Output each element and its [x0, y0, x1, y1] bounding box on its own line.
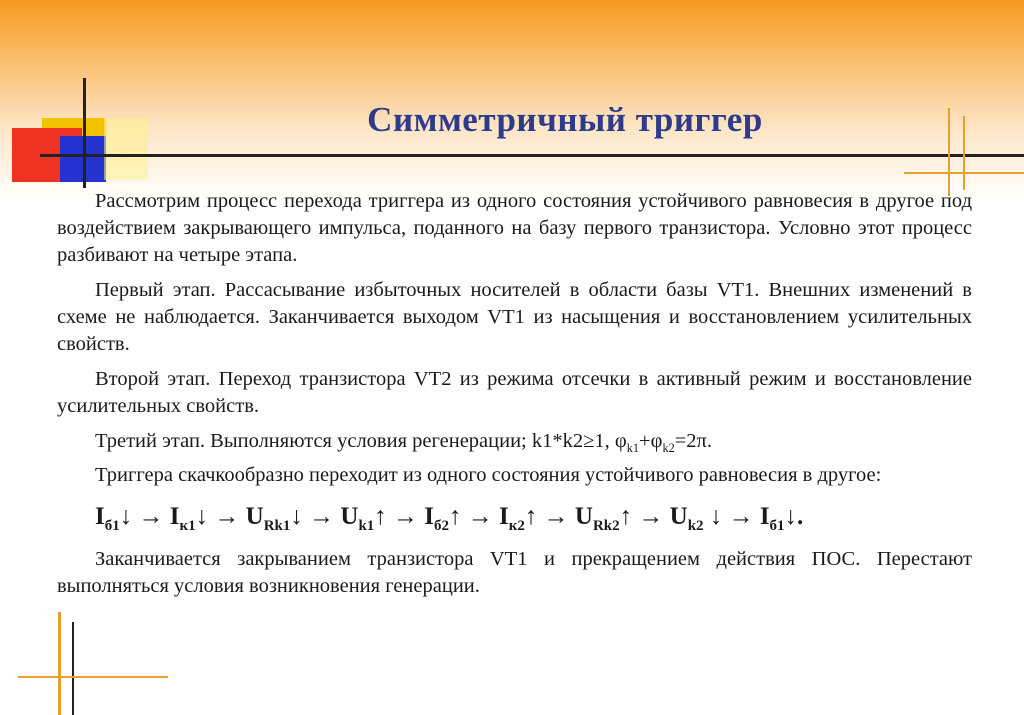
- deco-horizontal-line-bottom: [18, 676, 168, 678]
- paragraph-end: Заканчивается закрыванием транзистора VT1 и прекращением действия ПОС. Перестают выполняться условия возникновения генерации.: [57, 548, 972, 598]
- transition-formula: $I_{б1}↓$ → $I_{к1}↓$ → $U_{Rk1}↓$ → $U_{k1}↑$ → $I_{б2}↑$ → $I_{к2}↑$ → $U_{Rk2}↑ \to U_{k2}$ ↓ → $I_{б1}↓$.: [95, 503, 804, 535]
- paragraph-intro: Рассмотрим процесс перехода триггера из одного состояния устойчивого равновесия в другое под воздействием закрывающего импульса, поданного на базу первого транзистора. Условно этот процесс разбивают на четыре этапа.: [57, 190, 972, 266]
- slide-body: [57, 188, 972, 608]
- page-title: Симметричный триггер: [367, 100, 763, 139]
- paragraph-stage-1: Первый этап. Рассасывание избыточных носителей в области базы VT1. Внешних изменений в схеме не наблюдается. Заканчивается выходом VT1 из насыщения и восстановлением усилительных свойств.: [57, 279, 972, 355]
- deco-horizontal-line: [40, 154, 1024, 157]
- deco-horizontal-line-right: [904, 172, 1024, 174]
- deco-vertical-line-bottom-2: [72, 622, 74, 715]
- paragraph-stage-2: Второй этап. Переход транзистора VT2 из режима отсечки в активный режим и восстановление усилительных свойств.: [57, 368, 972, 417]
- paragraph-trigger-transition: Триггера скачкообразно переходит из одного состояния устойчивого равновесия в другое:: [95, 464, 882, 487]
- paragraph-stage-3: Третий этап. Выполняются условия регенерации; k1*k2≥1, $\varphi_{k1}+\varphi_{k2}=2\pi$.: [95, 430, 713, 456]
- deco-vertical-line-bottom-1: [58, 612, 61, 715]
